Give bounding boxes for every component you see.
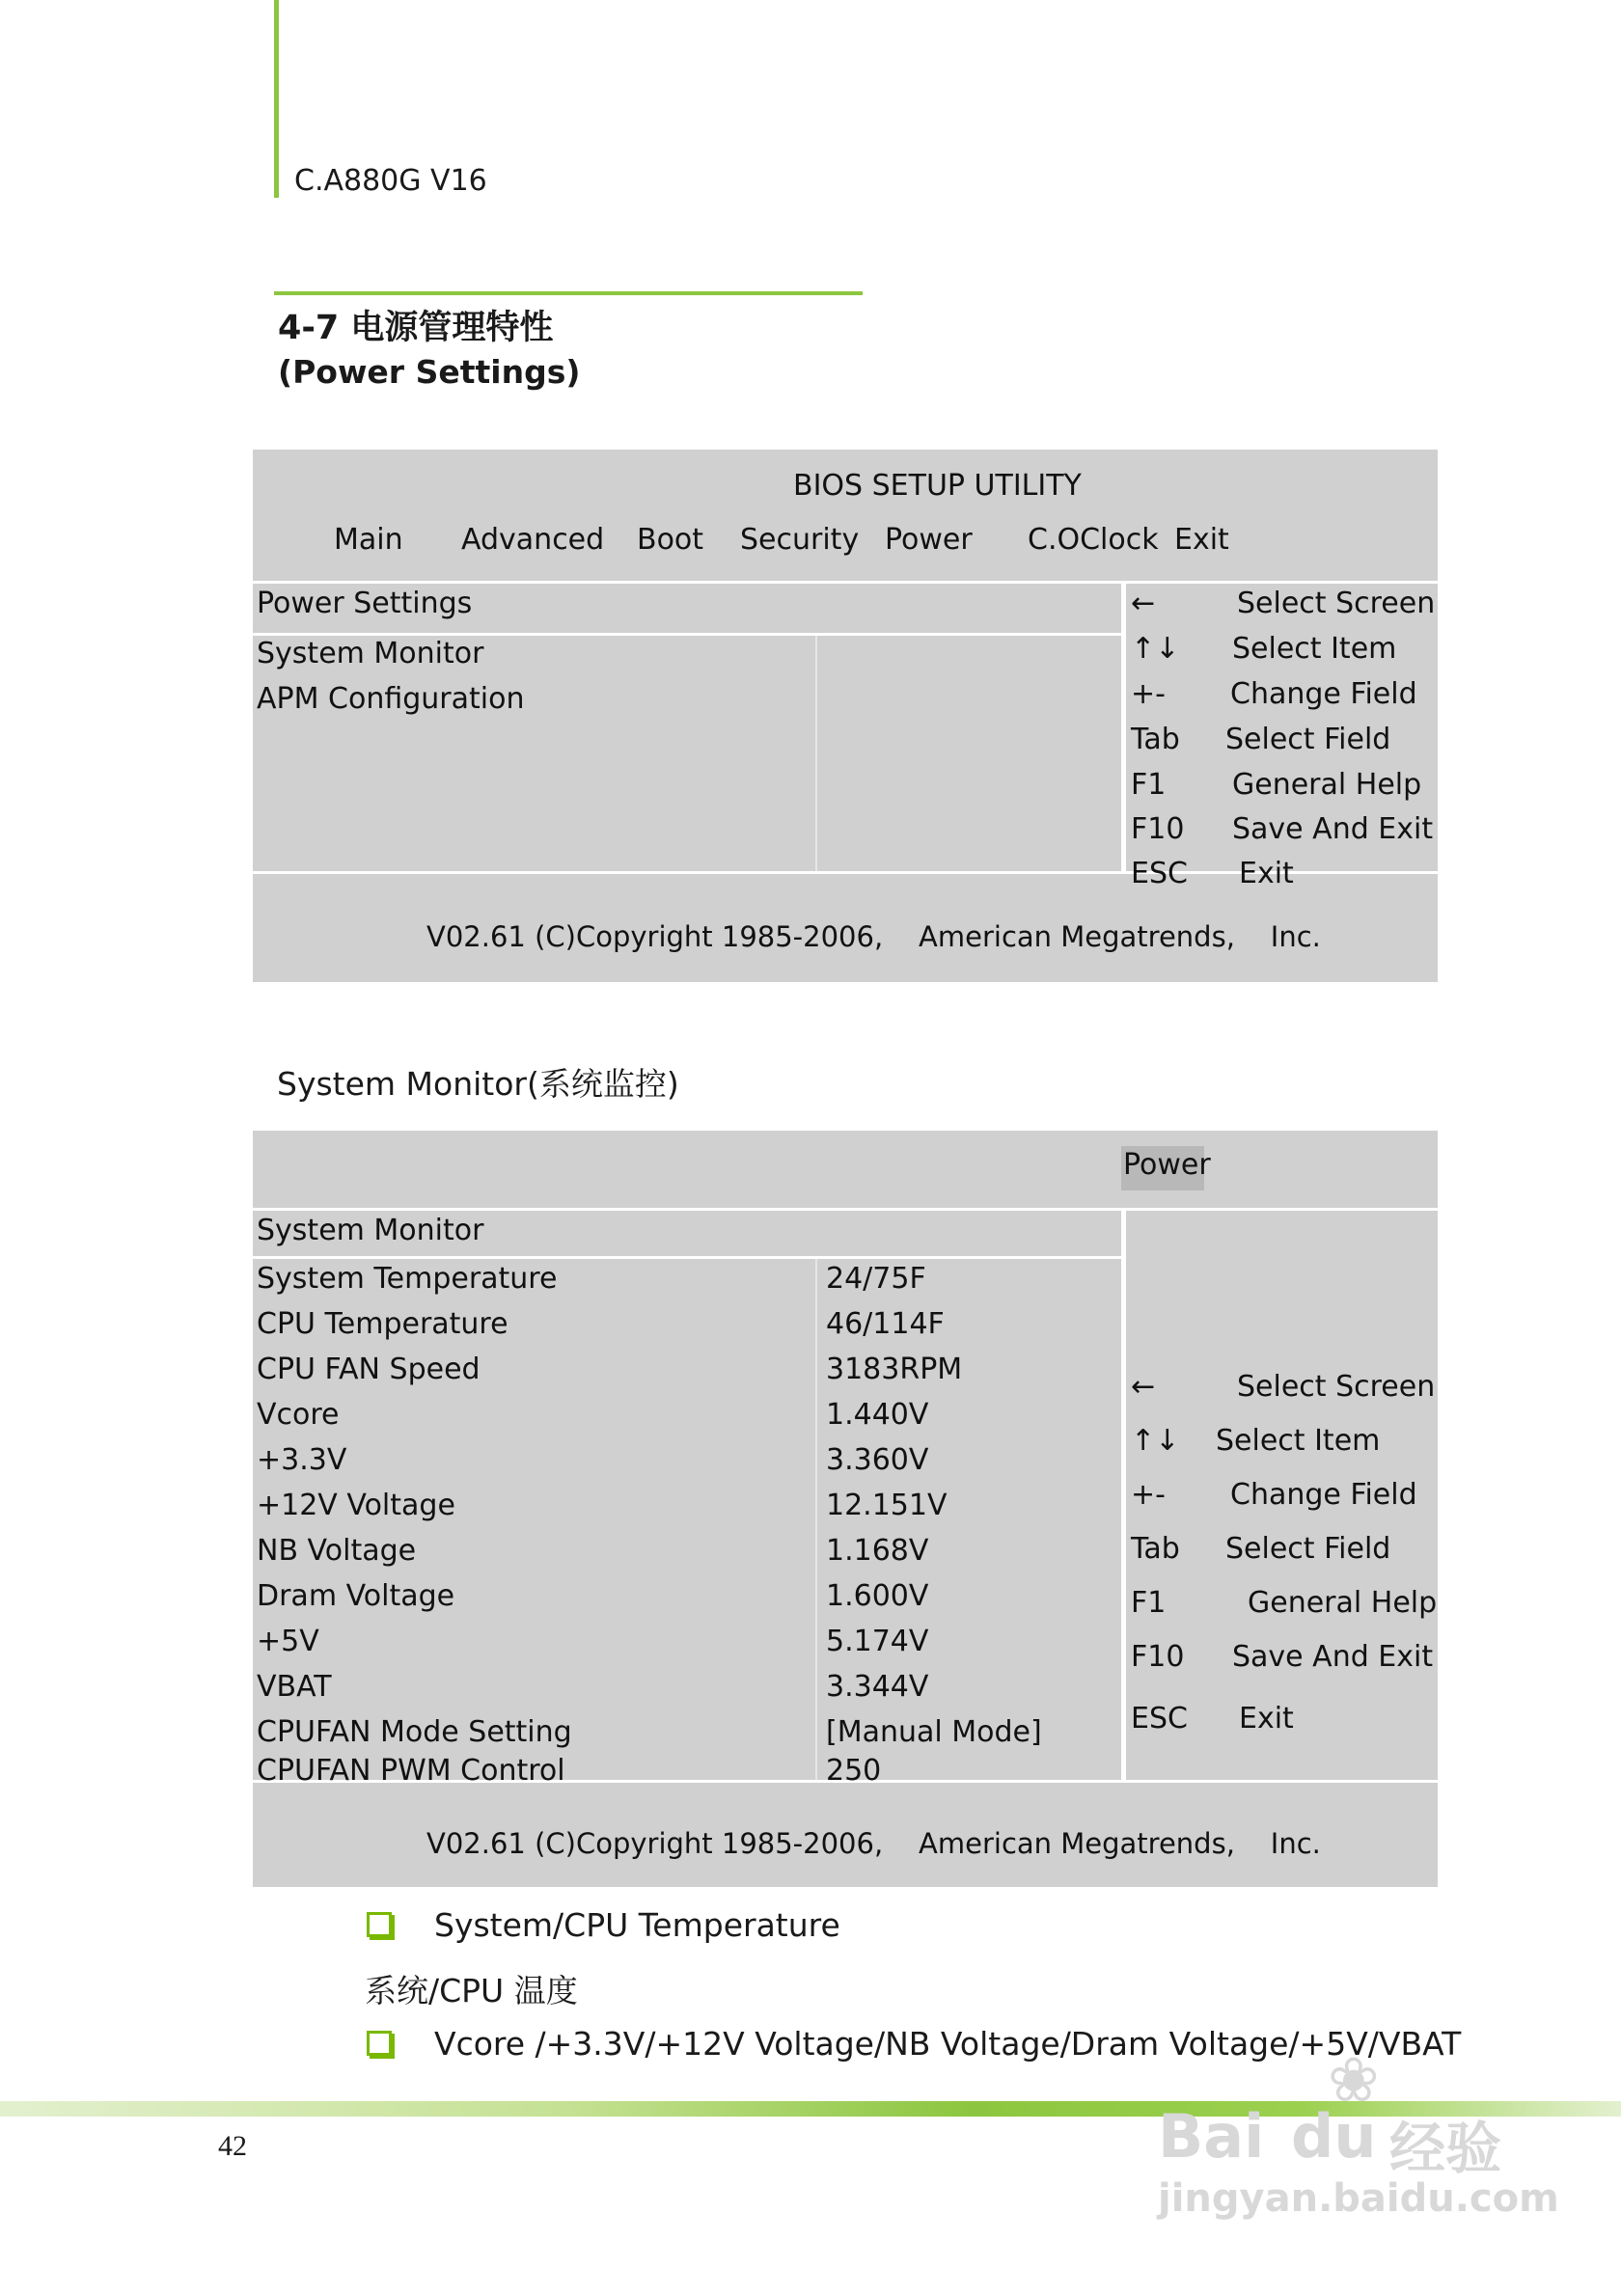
tab-power-label: Power (1123, 1148, 1211, 1182)
menu-main[interactable]: Main (334, 523, 403, 557)
bios-divider (1121, 1208, 1126, 1783)
monitor-label: NB Voltage (257, 1534, 417, 1568)
monitor-label: CPU FAN Speed (257, 1353, 481, 1386)
watermark-cn: 经验 (1389, 2116, 1502, 2181)
monitor-label: Vcore (257, 1398, 340, 1432)
bios-divider (253, 1208, 1438, 1211)
help-desc: Save And Exit (1232, 1640, 1434, 1674)
fan-pwm-value[interactable]: 250 (826, 1754, 882, 1788)
help-key-tab: Tab (1131, 723, 1180, 756)
monitor-value: 3183RPM (826, 1353, 963, 1386)
bios-divider (1121, 581, 1126, 874)
header-accent-line (274, 0, 279, 198)
help-key-plusminus: +- (1131, 677, 1166, 711)
section2-title: System Monitor(系统监控) (277, 1065, 679, 1103)
checkbox-bullet-icon (367, 2031, 392, 2056)
bios-copyright: V02.61 (C)Copyright 1985-2006, American Megatrends, Inc. (426, 1827, 1321, 1860)
fan-mode-value[interactable]: [Manual Mode] (826, 1715, 1042, 1749)
monitor-label: System Temperature (257, 1262, 558, 1296)
bullet-text: System/CPU Temperature (434, 1906, 840, 1944)
page-number: 42 (218, 2130, 247, 2162)
monitor-value: 24/75F (826, 1262, 926, 1296)
monitor-label: Dram Voltage (257, 1579, 455, 1613)
section-subtitle: (Power Settings) (278, 353, 581, 391)
help-key-updown: ↑↓ (1131, 1424, 1180, 1458)
help-key-f1: F1 (1131, 1586, 1167, 1620)
help-desc: Select Field (1225, 723, 1391, 756)
model-name: C.A880G V16 (294, 164, 487, 198)
tab-power-active[interactable] (1121, 1146, 1211, 1190)
monitor-label: VBAT (257, 1670, 332, 1704)
bios-menu-bar (253, 523, 1438, 561)
baidu-watermark (1148, 2045, 1559, 2238)
fan-mode-label[interactable]: CPUFAN Mode Setting (257, 1715, 572, 1749)
bios-title: BIOS SETUP UTILITY (793, 469, 1082, 503)
monitor-label: +5V (257, 1625, 319, 1658)
watermark-brand: Bai (1158, 2101, 1265, 2172)
menu-power[interactable]: Power (885, 523, 973, 557)
fan-pwm-label[interactable]: CPUFAN PWM Control (257, 1754, 565, 1788)
monitor-value: 1.600V (826, 1579, 929, 1613)
bios-divider (815, 1259, 817, 1780)
bullet-text: Vcore /+3.3V/+12V Voltage/NB Voltage/Dram Voltage/+5V/VBAT (434, 2025, 1462, 2063)
panel-title: Power Settings (257, 587, 473, 620)
menu-advanced[interactable]: Advanced (461, 523, 605, 557)
help-desc: Select Item (1232, 632, 1397, 666)
monitor-label: CPU Temperature (257, 1307, 508, 1341)
help-key-f10: F10 (1131, 812, 1185, 846)
paw-icon: ❀ (1328, 2045, 1380, 2117)
watermark-url: jingyan.baidu.com (1158, 2176, 1559, 2221)
monitor-value: 5.174V (826, 1625, 929, 1658)
help-desc: Select Screen (1237, 587, 1436, 620)
menu-item-apm-configuration[interactable]: APM Configuration (257, 682, 525, 716)
section-title: 4-7 电源管理特性 (278, 309, 554, 347)
help-key-esc: ESC (1131, 1702, 1188, 1736)
watermark-brand-suffix: du (1291, 2101, 1377, 2172)
help-desc: Select Item (1216, 1424, 1381, 1458)
bios-divider (253, 1256, 1121, 1259)
bios-divider (253, 633, 1121, 636)
panel-title: System Monitor (257, 1214, 484, 1247)
help-desc: Select Screen (1237, 1370, 1436, 1404)
help-key-f1: F1 (1131, 768, 1167, 802)
menu-exit[interactable]: Exit (1174, 523, 1229, 557)
monitor-label: +12V Voltage (257, 1489, 455, 1522)
menu-security[interactable]: Security (740, 523, 860, 557)
bios-divider (253, 581, 1438, 584)
monitor-value: 1.168V (826, 1534, 929, 1568)
bios-copyright: V02.61 (C)Copyright 1985-2006, American Megatrends, Inc. (426, 920, 1321, 953)
menu-coclock[interactable]: C.OClock (1028, 523, 1159, 557)
help-key-plusminus: +- (1131, 1478, 1166, 1512)
help-key-arrow: ← (1131, 1370, 1156, 1404)
bullet-subtext: 系统/CPU 温度 (365, 1972, 578, 2009)
monitor-value: 3.360V (826, 1443, 929, 1477)
help-key-updown: ↑↓ (1131, 632, 1180, 666)
menu-item-system-monitor[interactable]: System Monitor (257, 637, 484, 670)
help-key-esc: ESC (1131, 857, 1188, 890)
help-key-arrow: ← (1131, 587, 1156, 620)
help-desc: General Help (1232, 768, 1422, 802)
help-desc: Exit (1239, 857, 1294, 890)
help-desc: Change Field (1230, 1478, 1417, 1512)
help-key-f10: F10 (1131, 1640, 1185, 1674)
help-desc: Change Field (1230, 677, 1417, 711)
monitor-value: 3.344V (826, 1670, 929, 1704)
help-desc: General Help (1248, 1586, 1438, 1620)
monitor-value: 12.151V (826, 1489, 948, 1522)
monitor-value: 46/114F (826, 1307, 945, 1341)
monitor-value: 1.440V (826, 1398, 929, 1432)
monitor-label: +3.3V (257, 1443, 347, 1477)
bios-screen-system-monitor (253, 1131, 1438, 1887)
bios-screen-power-settings (253, 450, 1438, 982)
checkbox-bullet-icon (367, 1912, 392, 1937)
help-key-tab: Tab (1131, 1532, 1180, 1566)
help-desc: Select Field (1225, 1532, 1391, 1566)
help-desc: Save And Exit (1232, 812, 1434, 846)
section-divider (274, 291, 863, 295)
help-desc: Exit (1239, 1702, 1294, 1736)
menu-boot[interactable]: Boot (637, 523, 704, 557)
bios-divider (815, 636, 817, 871)
